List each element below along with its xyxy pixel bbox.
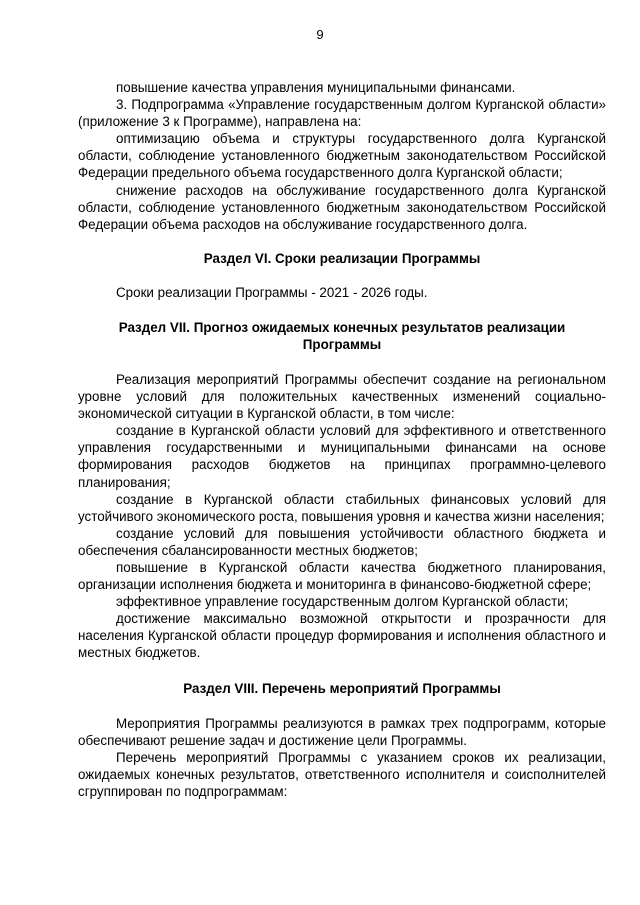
- section-heading-6: Раздел VI. Сроки реализации Программы: [203, 250, 481, 266]
- page-number: 9: [316, 27, 324, 42]
- paragraph: Реализация мероприятий Программы обеспечит создание на региональном уровне условий для положительных качественных изменений социально-экономической ситуации в Курганской области, в том числе:: [78, 371, 606, 422]
- paragraph: эффективное управление государственным долгом Курганской области;: [116, 594, 569, 610]
- section-heading-7-line1: Раздел VII. Прогноз ожидаемых конечных результатов реализации: [118, 319, 566, 335]
- section-heading-7-line2: Программы: [302, 336, 382, 352]
- paragraph: Мероприятия Программы реализуются в рамках трех подпрограмм, которые обеспечивают решение задач и достижение цели Программы.: [78, 715, 606, 748]
- paragraph: оптимизацию объема и структуры государственного долга Курганской области, соблюдение установленного бюджетным законодательством Российской Федерации предельного объема государственного долга Курганской области;: [78, 131, 606, 181]
- paragraph: достижение максимально возможной открытости и прозрачности для населения Курганской области процедур формирования и исполнения областного и местных бюджетов.: [78, 611, 606, 661]
- paragraph: 3. Подпрограмма «Управление государственным долгом Курганской области» (приложение 3 к Программе), направлена на:: [78, 97, 606, 130]
- paragraph: создание в Курганской области стабильных финансовых условий для устойчивого экономического роста, повышения уровня и качества жизни населения;: [78, 491, 606, 524]
- paragraph: повышение качества управления муниципальными финансами.: [116, 80, 516, 95]
- paragraph: Сроки реализации Программы - 2021 - 2026 годы.: [116, 284, 428, 300]
- paragraph: Перечень мероприятий Программы с указанием сроков их реализации, ожидаемых конечных результатов, ответственного исполнителя и соисполнителей сгруппирован по подпрограммам:: [78, 749, 606, 799]
- paragraph: повышение в Курганской области качества бюджетного планирования, организации исполнения бюджета и мониторинга в финансово-бюджетной сфере;: [78, 559, 606, 593]
- document-body: [78, 79, 606, 800]
- paragraph: создание в Курганской области условий для эффективного и ответственного управления государственными и муниципальными финансами на основе формирования расходов бюджетов на принципах программно-целевого планирования;: [78, 423, 606, 490]
- section-heading-8: Раздел VIII. Перечень мероприятий Программы: [183, 680, 501, 696]
- paragraph: снижение расходов на обслуживание государственного долга Курганской области, соблюдение установленного бюджетным законодательством Российской Федерации объема расходов на обслуживание государственного долга.: [78, 182, 606, 232]
- paragraph: создание условий для повышения устойчивости областного бюджета и обеспечения сбалансированности местных бюджетов;: [78, 525, 606, 558]
- section-heading-7: [78, 319, 606, 353]
